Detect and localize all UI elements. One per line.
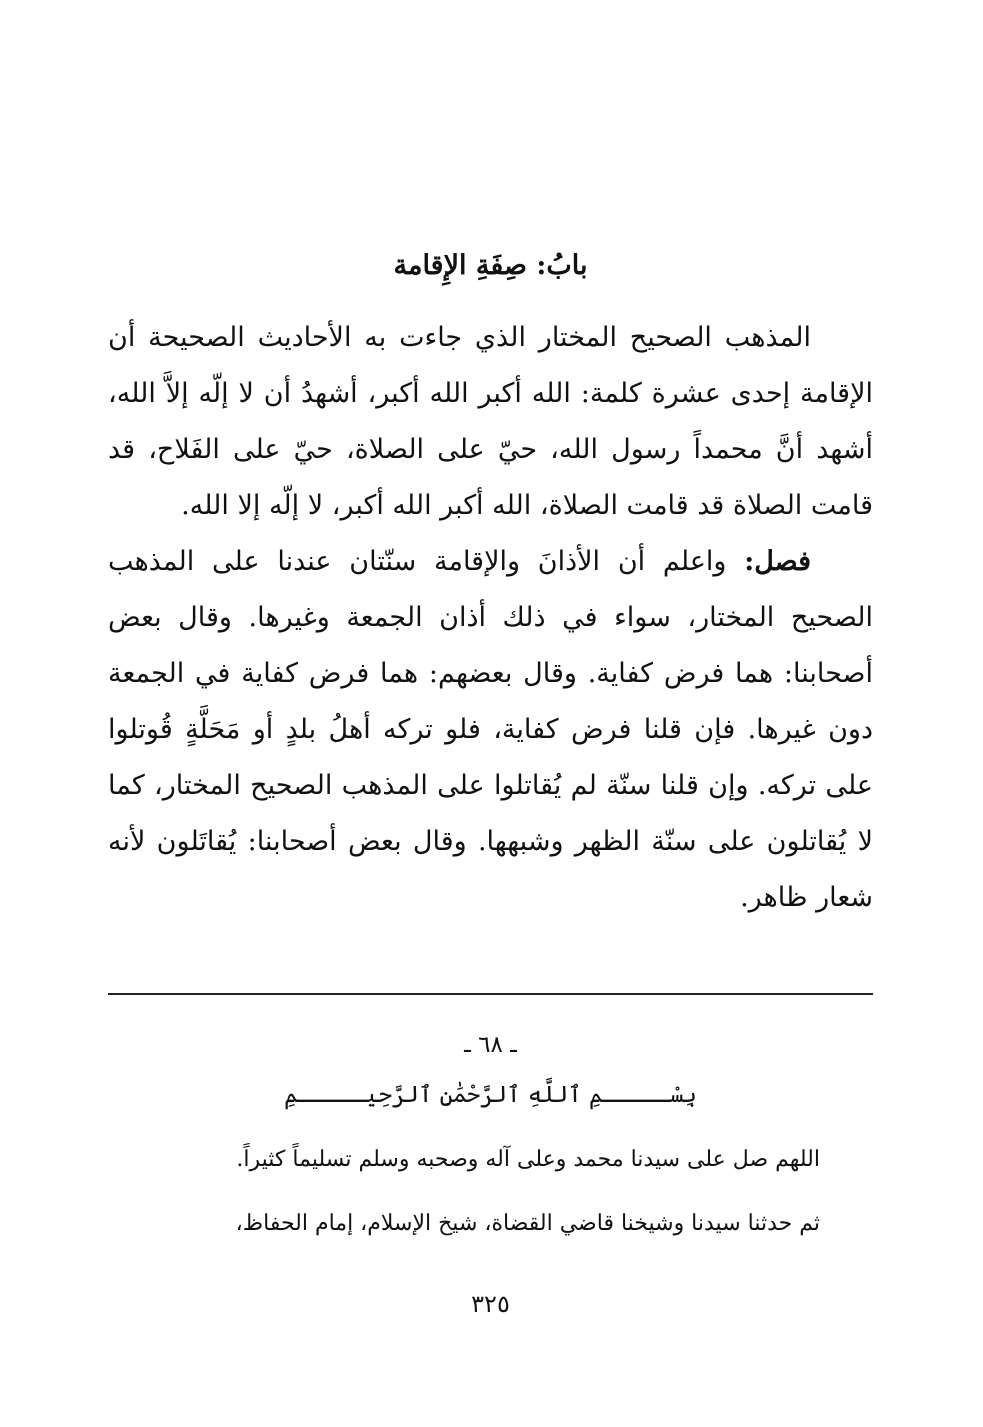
main-text-block — [108, 310, 873, 926]
page-number: ٣٢٥ — [471, 1290, 510, 1318]
footnote-line-1: اللهم صل على سيدنا محمد وعلى آله وصحبه وسلم تسليماً كثيراً. — [236, 1147, 820, 1172]
paragraph-fasl — [108, 534, 873, 926]
footnote-divider — [108, 993, 873, 995]
fasl-label: فصل: — [744, 546, 811, 577]
chapter-heading: بابُ: صِفَةِ الإِقامة — [393, 250, 588, 281]
footnote-line-2: ثم حدثنا سيدنا وشيخنا قاضي القضاة، شيخ الإسلام، إمام الحفاظ، — [235, 1211, 820, 1236]
fasl-text: واعلم أن الأذانَ والإقامة سنّتان عندنا على المذهب الصحيح المختار، سواء في ذلك أذان الجمعة وغيرها. وقال بعض أصحابنا: هما فرض كفاية. وقال بعضهم: هما فرض كفاية في الجمعة دون غيرها. فإن قلنا فرض كفاية، فلو تركه أهلُ بلدٍ أو مَحَلَّةٍ قُوتلوا على تركه. وإن قلنا سنّة لم يُقاتلوا على المذهب الصحيح المختار، كما لا يُقاتلون على سنّة الظهر وشبهها. وقال بعض أصحابنا: يُقاتَلون لأنه شعار ظاهر. — [108, 546, 873, 913]
paragraph-iqama-description: المذهب الصحيح المختار الذي جاءت به الأحاديث الصحيحة أن الإقامة إحدى عشرة كلمة: الله أكبر الله أكبر، أشهدُ أن لا إلّه إلاَّ الله، أشهد أنَّ محمداً رسول الله، حيّ على الصلاة، حيّ على الفَلاح، قد قامت الصلاة قد قامت الصلاة، الله أكبر الله أكبر، لا إلّه إلا الله. — [108, 322, 873, 521]
footnote-number: ـ ٦٨ ـ — [464, 1032, 517, 1058]
basmala: بِسْـــــمِ ٱللَّهِ ٱلرَّحْمَٰنِ ٱلرَّحِيـــــمِ — [284, 1082, 697, 1108]
